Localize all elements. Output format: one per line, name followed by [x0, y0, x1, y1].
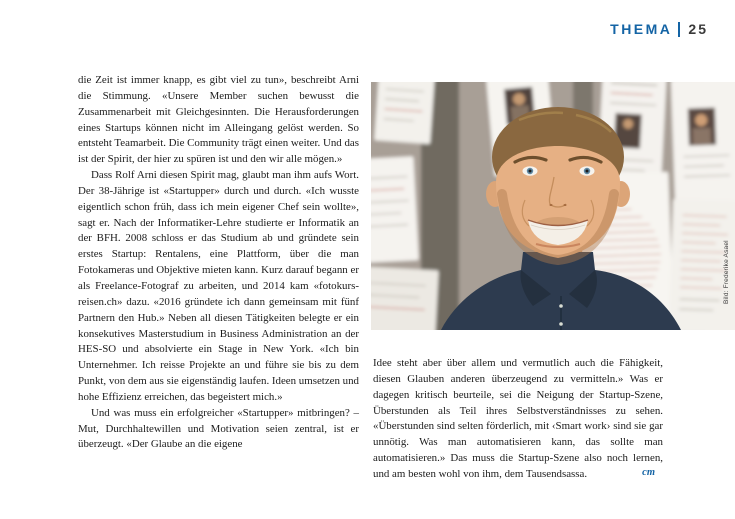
- page-header: [610, 21, 708, 37]
- author-initials: cm: [642, 466, 655, 478]
- paragraph-3: Und was muss ein erfolgreicher «Startupper» mitbringen? – Mut, Durchhaltewillen und Motivation seien zentral, ist er überzeugt. «Der Glaube an die eigene: [78, 406, 359, 451]
- section-label: THEMA: [610, 21, 673, 37]
- paragraph-4: Idee steht aber über allem und vermutlich auch die Fähigkeit, diesen Glauben anderen überzeugend zu vermitteln.» Was er dagegen kritisch beurteile, sei die Neigung der Startup-Szene, Überstunden als Teil ihres Selbstverständnisses zu sehen. «Überstunden sind selten förderlich, mit ‹Smart work› sind sie gar unnötig. Was man automatisieren kann, das sollte man automatisieren.» Das muss die Startup-Szene also noch lernen, und am besten wohl von ihm, dem Tausendsassa.: [373, 357, 663, 480]
- paragraph-1: die Zeit ist immer knapp, es gibt viel zu tun», beschreibt Arni die Stimmung. «Unsere Member suchen bewusst die Zusammenarbeit mit Gleichgesinnten. Die Herausforderungen eines Startups können nicht im Alleingang gelöst werden. So entsteht Teamarbeit. Die Community trägt einen weiter. Und das ist der Spirit, der hier zu spüren ist und den wir alle mögen.»: [78, 74, 359, 166]
- article-left-column: [78, 73, 359, 453]
- photo-credit: Bild: Frederike Asael: [723, 240, 730, 304]
- portrait-photo-illustration: [371, 82, 735, 330]
- page-number: 25: [688, 21, 708, 37]
- portrait-photo: [371, 82, 735, 330]
- header-divider: [678, 22, 680, 37]
- paragraph-2: Dass Rolf Arni diesen Spirit mag, glaubt man ihm aufs Wort. Der 38-Jährige ist «Startupper» durch und durch. «Ich wusste eigentlich schon früh, dass ich mein eigener Chef sein wollte», sagt er. Nach der Informatiker-Lehre studierte er Informatik an der BFH. 2008 schloss er das Studium ab und gründete sein erstes Startup: Rentalens, eine Plattform, über die man Fotokameras und Objektive mieten kann. Kurz darauf begann er als Freelance-Fotograf zu arbeiten, und 2014 kam «fotokurs-reisen.ch» dazu. «2016 gründete ich dann gemeinsam mit fünf Partnern den Hub.» Neben all diesen Tätigkeiten belegte er ein konsekutives Masterstudium in Business Administration an der HES-SO und absolvierte ein Stage in New York. «Ich bin Unternehmer. Ich reisse Projekte an und führe sie bis zu dem Punkt, von dem aus sie eigenständig laufen. Ideen umsetzen und hohe Effizienz erreichen, das begeistert mich.»: [78, 169, 359, 403]
- article-right-column: [373, 356, 663, 483]
